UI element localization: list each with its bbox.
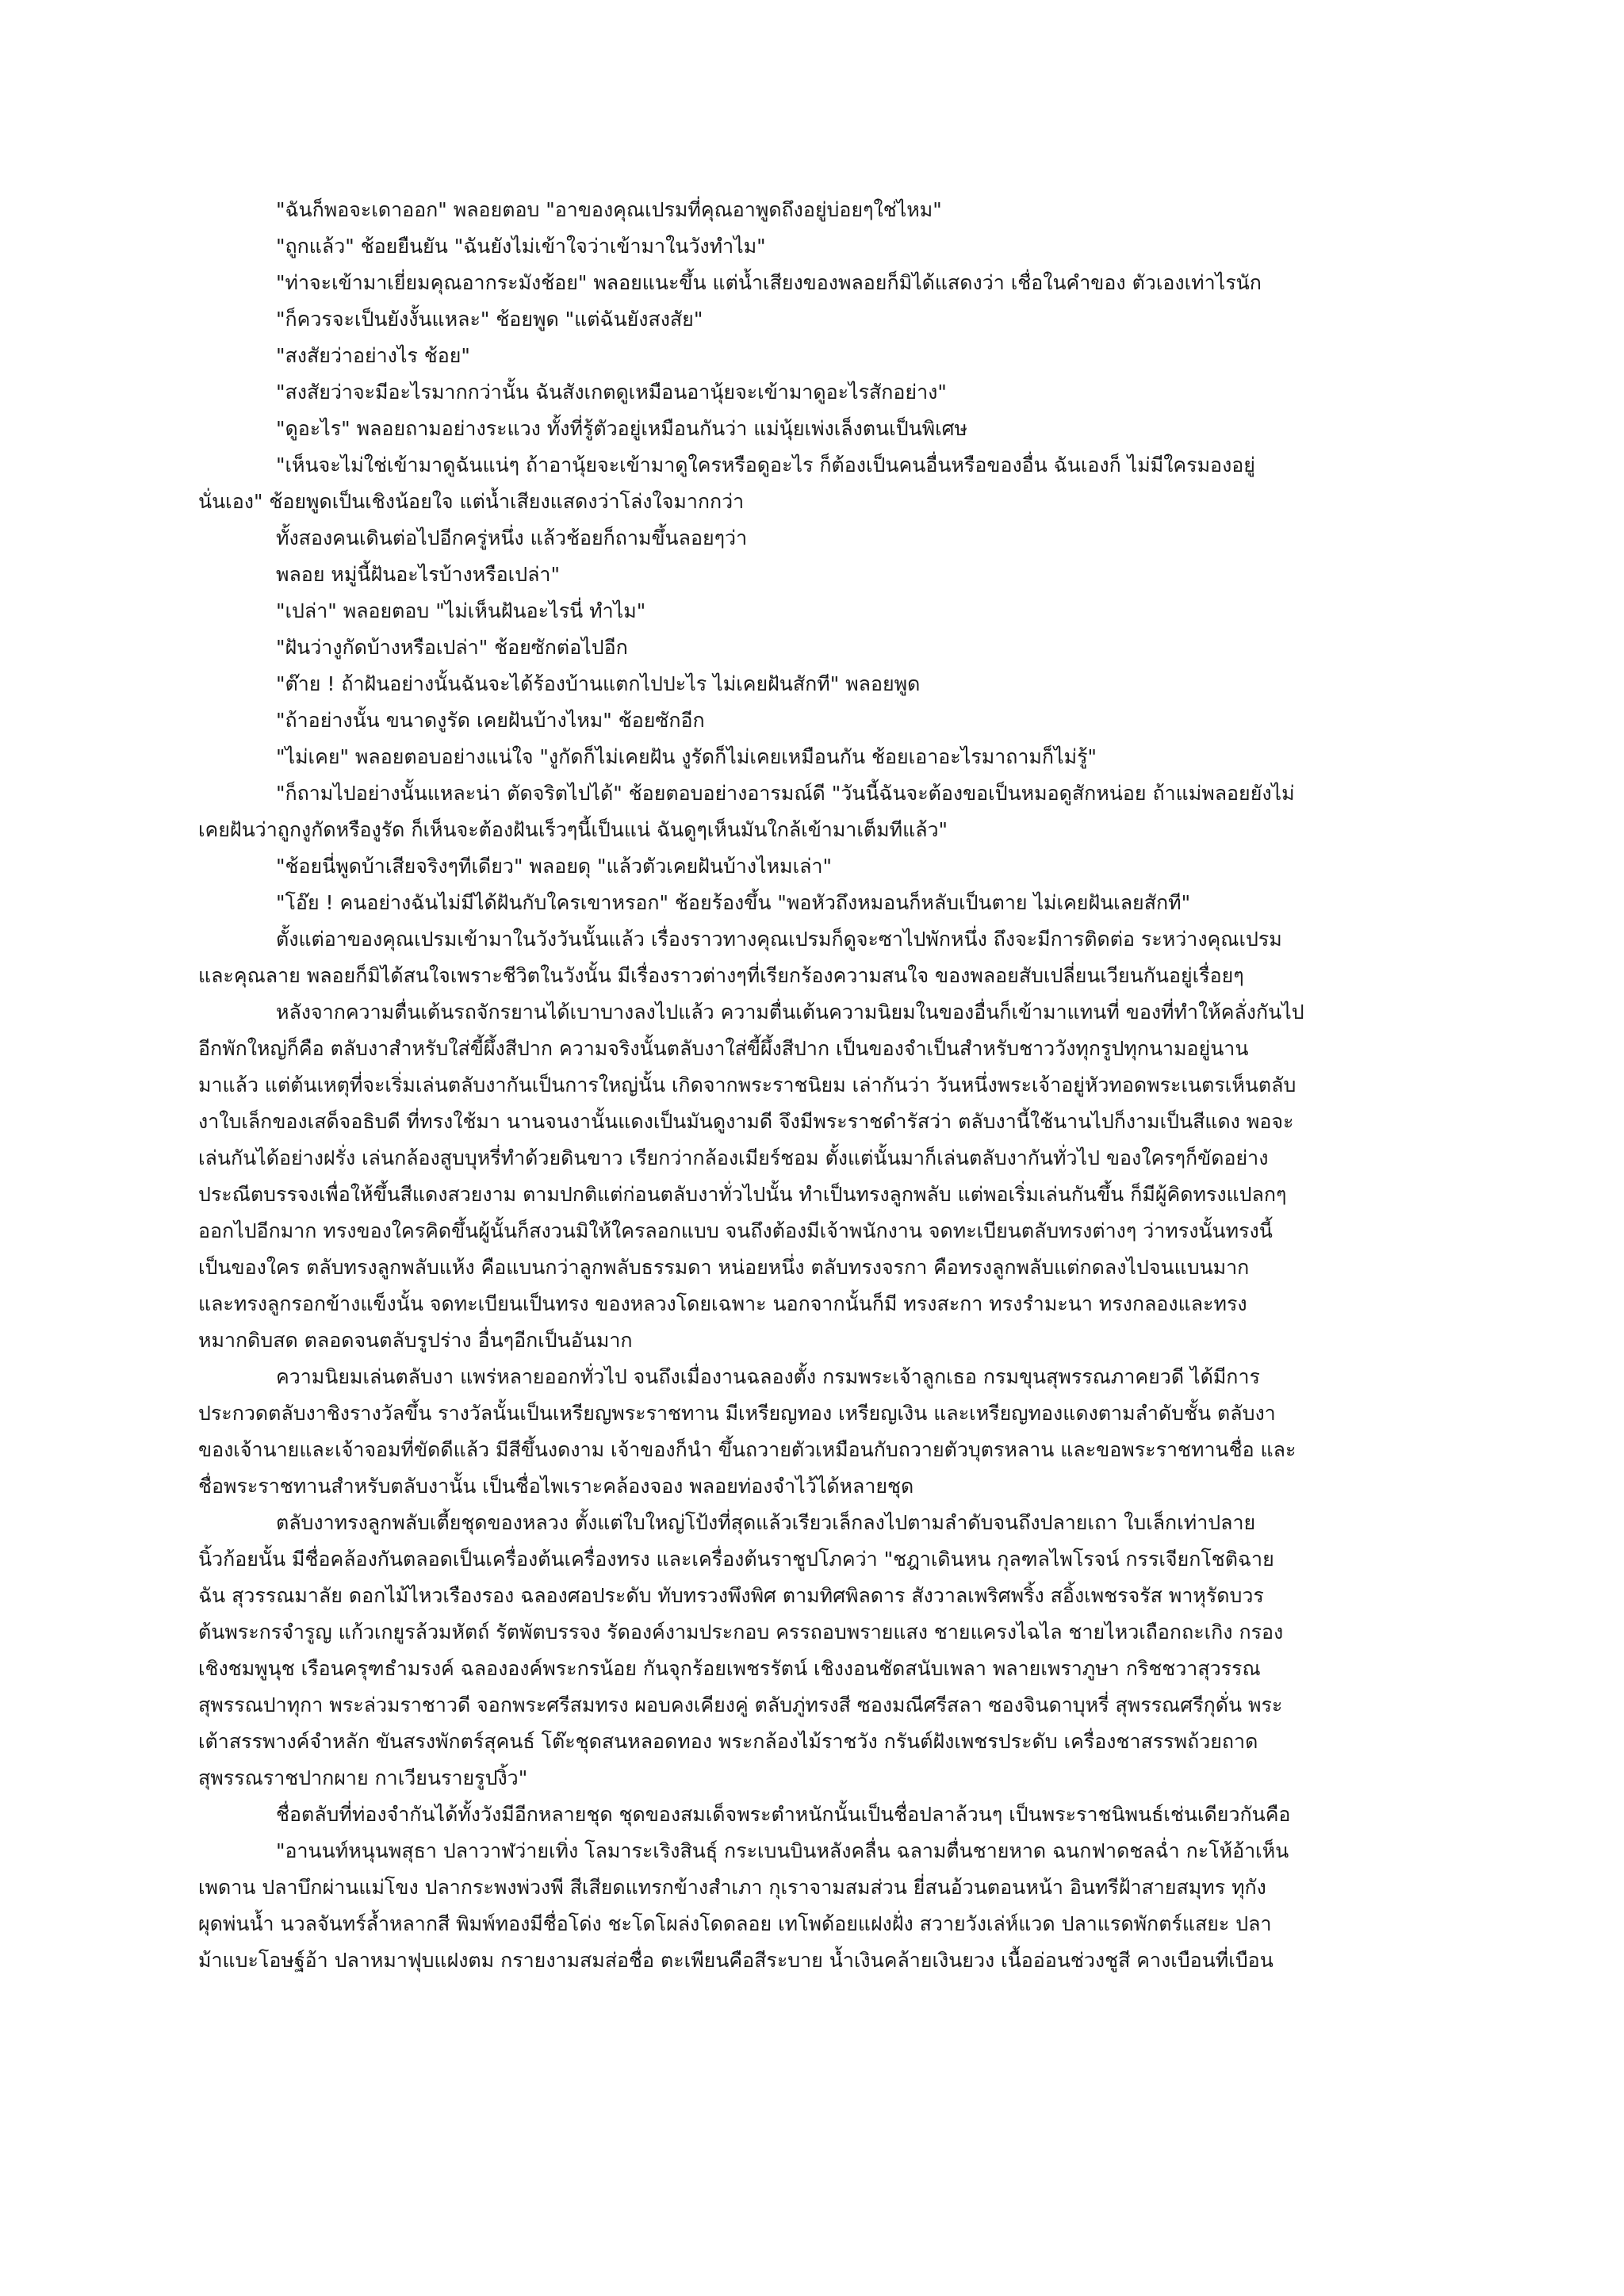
text-line: สุพรรณปาทุกา พระล่วมราชาวดี จอกพระศรีสมทรง ผอบคงเคียงคู่ ตลับภู่ทรงสี ซองมณีศรีสลา ซองจินดาบุหรี่ สุพรรณศรีกุดั่น พระ [198, 1693, 1283, 1716]
text-line: "ฉันก็พอจะเดาออก" พลอยตอบ "อาของคุณเปรมที่คุณอาพูดถึงอยู่บ่อยๆใช่ไหม" [276, 198, 942, 221]
document-body [198, 192, 1429, 2052]
text-line: ประณีตบรรจงเพื่อให้ขึ้นสีแดงสวยงาม ตามปกติแต่ก่อนตลับงาทั่วไปนั้น ทำเป็นทรงลูกพลับ แต่พอเริ่มเล่นกันขึ้น ก็มีผู้คิดทรงแปลกๆ [198, 1183, 1287, 1206]
text-line: เคยฝันว่าถูกงูกัดหรืองูรัด ก็เห็นจะต้องฝันเร็วๆนี้เป็นแน่ ฉันดูๆเห็นมันใกล้เข้ามาเต็มทีแล้ว" [198, 818, 948, 841]
text-line: "ต๊าย ! ถ้าฝันอย่างนั้นฉันจะได้ร้องบ้านแตกไปปะไร ไม่เคยฝันสักที" พลอยพูด [276, 672, 921, 695]
text-line: หลังจากความตื่นเต้นรถจักรยานได้เบาบางลงไปแล้ว ความตื่นเต้นความนิยมในของอื่นก็เข้ามาแทนที่ ของที่ทำให้คลั่งกันไป [276, 1001, 1304, 1024]
text-line: "ก็ถามไปอย่างนั้นแหละน่า ตัดจริตไปได้" ช้อยตอบอย่างอารมณ์ดี "วันนี้ฉันจะต้องขอเป็นหมอดูสักหน่อย ถ้าแม่พลอยยังไม่ [276, 782, 1295, 805]
text-line: นิ้วก้อยนั้น มีชื่อคล้องกันตลอดเป็นเครื่องต้นเครื่องทรง และเครื่องต้นราชูปโภคว่า "ชฎาเดินหน กุลฑลไพโรจน์ กรรเจียกโชติฉาย [198, 1548, 1274, 1571]
text-line: อีกพักใหญ่ก็คือ ตลับงาสำหรับใส่ขี้ผึ้งสีปาก ความจริงนั้นตลับงาใส่ขี้ผึ้งสีปาก เป็นของจำเป็นสำหรับชาววังทุกรูปทุกนามอยู่นาน [198, 1037, 1249, 1060]
text-line: "สงสัยว่าจะมีอะไรมากกว่านั้น ฉันสังเกตดูเหมือนอานุ้ยจะเข้ามาดูอะไรสักอย่าง" [276, 381, 947, 404]
text-line: ทั้งสองคนเดินต่อไปอีกครู่หนึ่ง แล้วช้อยก็ถามขึ้นลอยๆว่า [276, 526, 748, 549]
text-line: "ไม่เคย" พลอยตอบอย่างแน่ใจ "งูกัดก็ไม่เคยฝัน งูรัดก็ไม่เคยเหมือนกัน ช้อยเอาอะไรมาถามก็ไม่รู้" [276, 745, 1097, 768]
text-line: งาใบเล็กของเสด็จอธิบดี ที่ทรงใช้มา นานจนงานั้นแดงเป็นมันดูงามดี จึงมีพระราชดำรัสว่า ตลับงานี้ใช้นานไปก็งามเป็นสีแดง พอจะ [198, 1110, 1294, 1133]
text-line: เพดาน ปลาบึกผ่านแม่โขง ปลากระพงพ่วงพี สีเสียดแทรกข้างสำเภา กุเราจามสมส่วน ยี่สนอ้วนตอนหน้า อินทรีฝ้าสายสมุทร ทุกัง [198, 1876, 1266, 1899]
text-line: "อานนท์หนุนพสุธา ปลาวาฬว่ายเทิ่ง โลมาระเริงสินธุ์ กระเบนบินหลังคลื่น ฉลามตื่นชายหาด ฉนกฟาดชลฉ่ำ กะโห้อ้าเห็น [276, 1839, 1289, 1862]
text-line: สุพรรณราชปากผาย กาเวียนรายรูปงิ้ว" [198, 1766, 528, 1789]
text-line: เต้าสรรพางค์จำหลัก ขันสรงพักตร์สุคนธ์ โต๊ะชุดสนหลอดทอง พระกล้องไม้ราชวัง กรันต์ฝังเพชรประดับ เครื่องชาสรรพถ้วยถาด [198, 1730, 1258, 1753]
text-line: ชื่อตลับที่ท่องจำกันได้ทั้งวังมีอีกหลายชุด ชุดของสมเด็จพระตำหนักนั้นเป็นชื่อปลาล้วนๆ เป็นพระราชนิพนธ์เช่นเดียวกันคือ [276, 1803, 1291, 1826]
text-line: "ถ้าอย่างนั้น ขนาดงูรัด เคยฝันบ้างไหม" ช้อยซักอีก [276, 709, 705, 732]
text-line: "สงสัยว่าอย่างไร ช้อย" [276, 344, 470, 367]
text-line: มาแล้ว แต่ต้นเหตุที่จะเริ่มเล่นตลับงากันเป็นการใหญ่นั้น เกิดจากพระราชนิยม เล่ากันว่า วันหนึ่งพระเจ้าอยู่หัวทอดพระเนตรเห็นตลับ [198, 1073, 1297, 1096]
text-line: ผุดพ่นน้ำ นวลจันทร์ล้ำหลากสี พิมพ์ทองมีชื่อโด่ง ชะโดโผล่งโดดลอย เทโพด้อยแฝงฝั่ง สวายวังเล่ห์แวด ปลาแรดพักตร์แสยะ ปลา [198, 1912, 1272, 1935]
text-line [198, 1979, 1429, 2015]
text-line: และทรงลูกรอกข้างแข็งนั้น จดทะเบียนเป็นทรง ของหลวงโดยเฉพาะ นอกจากนั้นก็มี ทรงสะกา ทรงรำมะนา ทรงกลองและทรง [198, 1292, 1247, 1315]
text-line: "เปล่า" พลอยตอบ "ไม่เห็นฝันอะไรนี่ ทำไม" [276, 599, 646, 622]
text-line: ม้าแบะโอษฐ์อ้า ปลาหมาฟุบแฝงตม กรายงามสมส่อชื่อ ตะเพียนคือสีระบาย น้ำเงินคล้ายเงินยวง เนื้ออ่อนช่วงชูสี คางเบือนที่เบือน [198, 1949, 1274, 1972]
text-line: นั่นเอง" ช้อยพูดเป็นเชิงน้อยใจ แต่น้ำเสียงแสดงว่าโล่งใจมากกว่า [198, 490, 745, 513]
text-line: เล่นกันได้อย่างฝรั่ง เล่นกล้องสูบบุหรี่ทำด้วยดินขาว เรียกว่ากล้องเมียร์ชอม ตั้งแต่นั้นมาก็เล่นตลับงากันทั่วไป ของใครๆก็ขัดอย่าง [198, 1146, 1269, 1169]
text-line: "ท่าจะเข้ามาเยี่ยมคุณอากระมังช้อย" พลอยแนะขึ้น แต่น้ำเสียงของพลอยก็มิได้แสดงว่า เชื่อในคำของ ตัวเองเท่าไรนัก [276, 271, 1262, 294]
text-line: "ถูกแล้ว" ช้อยยืนยัน "ฉันยังไม่เข้าใจว่าเข้ามาในวังทำไม" [276, 235, 766, 258]
text-line: "ช้อยนี่พูดบ้าเสียจริงๆทีเดียว" พลอยดุ "แล้วตัวเคยฝันบ้างไหมเล่า" [276, 855, 832, 878]
text-line: "โอ๊ย ! คนอย่างฉันไม่มีได้ฝันกับใครเขาหรอก" ช้อยร้องขึ้น "พอหัวถึงหมอนก็หลับเป็นตาย ไม่เคยฝันเลยสักที" [276, 891, 1191, 914]
text-line: "ดูอะไร" พลอยถามอย่างระแวง ทั้งที่รู้ตัวอยู่เหมือนกันว่า แม่นุ้ยเพ่งเล็งตนเป็นพิเศษ [276, 417, 968, 440]
text-line: พลอย หมู่นี้ฝันอะไรบ้างหรือเปล่า" [276, 563, 560, 586]
text-line: เป็นของใคร ตลับทรงลูกพลับแห้ง คือแบนกว่าลูกพลับธรรมดา หน่อยหนึ่ง ตลับทรงจรกา คือทรงลูกพลับแต่กดลงไปจนแบนมาก [198, 1256, 1250, 1279]
text-line [198, 2015, 1429, 2052]
text-line: ออกไปอีกมาก ทรงของใครคิดขึ้นผู้นั้นก็สงวนมิให้ใครลอกแบบ จนถึงต้องมีเจ้าพนักงาน จดทะเบียนตลับทรงต่างๆ ว่าทรงนั้นทรงนี้ [198, 1219, 1273, 1242]
text-line: ตั้งแต่อาของคุณเปรมเข้ามาในวังวันนั้นแล้ว เรื่องราวทางคุณเปรมก็ดูจะซาไปพักหนึ่ง ถึงจะมีการติดต่อ ระหว่างคุณเปรม [276, 928, 1282, 951]
text-line: ความนิยมเล่นตลับงา แพร่หลายออกทั่วไป จนถึงเมื่องานฉลองตั้ง กรมพระเจ้าลูกเธอ กรมขุนสุพรรณภาคยวดี ได้มีการ [276, 1365, 1260, 1388]
text-line: "ฝันว่างูกัดบ้างหรือเปล่า" ช้อยซักต่อไปอีก [276, 636, 628, 659]
text-line: ต้นพระกรจำรูญ แก้วเกยูรล้วมหัตถ์ รัตพัตบรรจง รัดองค์งามประกอบ ครรถอบพรายแสง ชายแครงไฉไล ชายไหวเถือกถะเกิง กรอง [198, 1621, 1284, 1644]
text-line: "เห็นจะไม่ใช่เข้ามาดูฉันแน่ๆ ถ้าอานุ้ยจะเข้ามาดูใครหรือดูอะไร ก็ต้องเป็นคนอื่นหรือของอื่น ฉันเองก็ ไม่มีใครมองอยู่ [276, 453, 1255, 476]
text-line: เชิงชมพูนุช เรือนครุฑธำมรงค์ ฉลององค์พระกรน้อย กันจุกร้อยเพชรรัตน์ เชิงงอนชัดสนับเพลา พลายเพราภูษา กริชชวาสุวรรณ [198, 1657, 1261, 1680]
text-line: ชื่อพระราชทานสำหรับตลับงานั้น เป็นชื่อไพเราะคล้องจอง พลอยท่องจำไว้ได้หลายชุด [198, 1475, 914, 1498]
text-line: ของเจ้านายและเจ้าจอมที่ขัดดีแล้ว มีสีขึ้นงดงาม เจ้าของก็นำ ขึ้นถวายตัวเหมือนกับถวายตัวบุตรหลาน และขอพระราชทานชื่อ และ [198, 1438, 1297, 1461]
text-line: ตลับงาทรงลูกพลับเตี้ยชุดของหลวง ตั้งแต่ใบใหญ่โป้งที่สุดแล้วเรียวเล็กลงไปตามลำดับจนถึงปลายเถา ใบเล็กเท่าปลาย [276, 1511, 1256, 1534]
text-line: และคุณลาย พลอยก็มิได้สนใจเพราะชีวิตในวังนั้น มีเรื่องราวต่างๆที่เรียกร้องความสนใจ ของพลอยสับเปลี่ยนเวียนกันอยู่เรื่อยๆ [198, 964, 1244, 987]
text-line: หมากดิบสด ตลอดจนตลับรูปร่าง อื่นๆอีกเป็นอันมาก [198, 1329, 633, 1352]
text-line: ประกวดตลับงาชิงรางวัลขึ้น รางวัลนั้นเป็นเหรียญพระราชทาน มีเหรียญทอง เหรียญเงิน และเหรียญทองแดงตามลำดับชั้น ตลับงา [198, 1402, 1276, 1425]
text-line: ฉัน สุวรรณมาลัย ดอกไม้ไหวเรืองรอง ฉลองศอประดับ ทับทรวงพึงพิศ ตามทิศพิลดาร สังวาลเพริศพริ้ง สอิ้งเพชรจรัส พาหุรัดบวร [198, 1584, 1264, 1607]
text-line: "ก็ควรจะเป็นยังงั้นแหละ" ช้อยพูด "แต่ฉันยังสงสัย" [276, 308, 703, 331]
